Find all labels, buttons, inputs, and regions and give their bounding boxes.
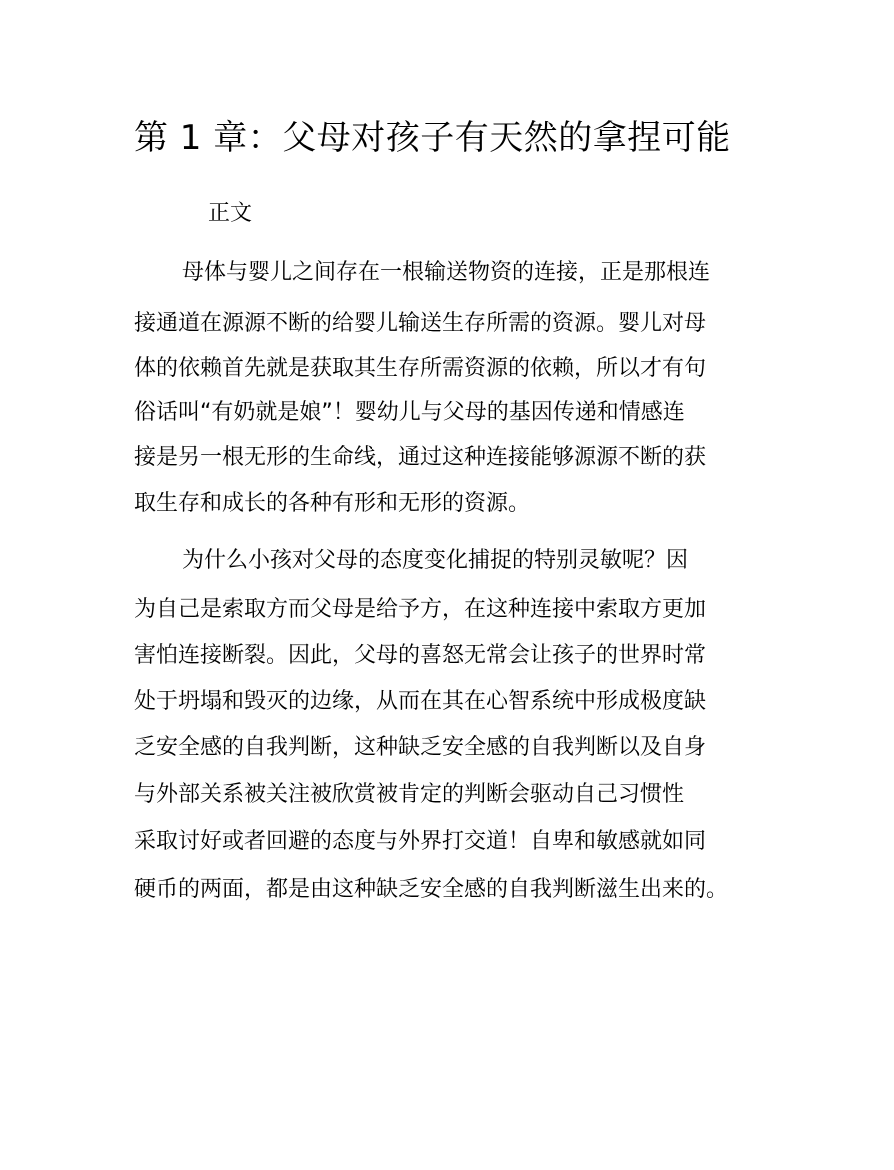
paragraph-1-line-5: 接是另一根无形的生命线，通过这种连接能够源源不断的获 bbox=[134, 445, 707, 470]
paragraph-2-line-7: 采取讨好或者回避的态度与外界打交道！自卑和敏感就如同 bbox=[134, 829, 707, 854]
section-label: 正文 bbox=[208, 201, 253, 226]
paragraph-1-line-4: 俗话叫“有奶就是娘”！婴幼儿与父母的基因传递和情感连 bbox=[134, 400, 685, 425]
paragraph-2-line-6: 与外部关系被关注被欣赏被肯定的判断会驱动自己习惯性 bbox=[134, 782, 685, 807]
paragraph-1-line-2: 接通道在源源不断的给婴儿输送生存所需的资源。婴儿对母 bbox=[134, 311, 707, 336]
paragraph-1-line-1: 母体与婴儿之间存在一根输送物资的连接，正是那根连 bbox=[182, 260, 711, 285]
paragraph-2-line-4: 处于坍塌和毁灭的边缘，从而在其在心智系统中形成极度缺 bbox=[134, 689, 707, 714]
paragraph-2-line-8: 硬币的两面，都是由这种缺乏安全感的自我判断滋生出来的。 bbox=[134, 877, 729, 902]
paragraph-1-line-6: 取生存和成长的各种有形和无形的资源。 bbox=[134, 491, 531, 516]
paragraph-1-line-3: 体的依赖首先就是获取其生存所需资源的依赖，所以才有句 bbox=[134, 356, 707, 381]
paragraph-2-line-2: 为自己是索取方而父母是给予方，在这种连接中索取方更加 bbox=[134, 597, 707, 622]
paragraph-2-line-1: 为什么小孩对父母的态度变化捕捉的特别灵敏呢？因 bbox=[182, 548, 689, 573]
paragraph-2-line-3: 害怕连接断裂。因此，父母的喜怒无常会让孩子的世界时常 bbox=[134, 643, 707, 668]
chapter-title: 第 1 章：父母对孩子有天然的拿捏可能 bbox=[134, 118, 731, 158]
paragraph-2-line-5: 乏安全感的自我判断，这种缺乏安全感的自我判断以及自身 bbox=[134, 735, 707, 760]
